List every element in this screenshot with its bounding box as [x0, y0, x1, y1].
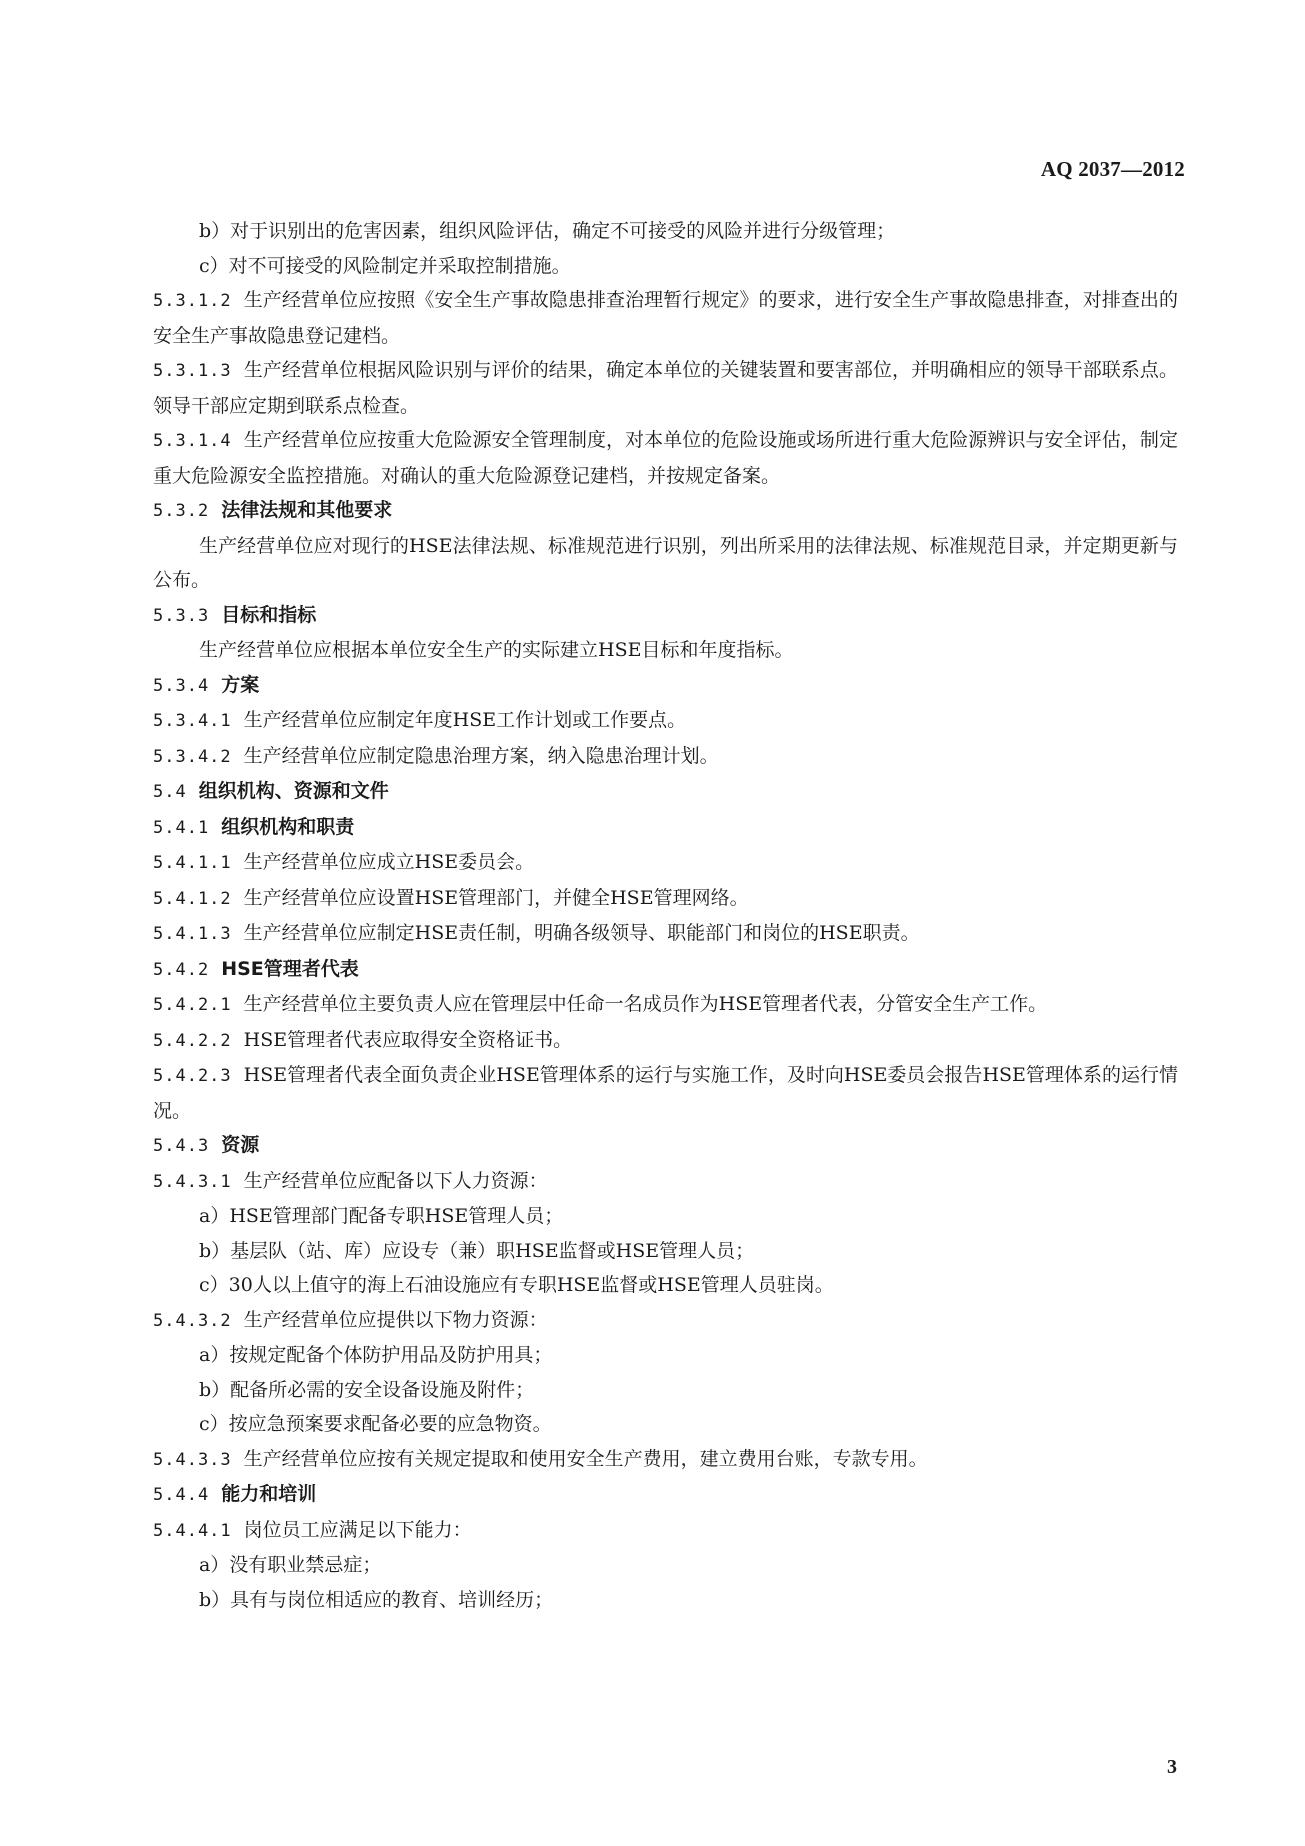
- clause: [153, 1058, 1178, 1128]
- clause-text: 生产经营单位根据风险识别与评价的结果，确定本单位的关键装置和要害部位，并明确相应的领导干部联系点。领导干部应定期到联系点检查。: [153, 359, 1178, 417]
- list-item: [153, 249, 1178, 284]
- list-item: [153, 1583, 1178, 1618]
- list-item: [153, 1373, 1178, 1408]
- clause-number: 5.3.1.4: [153, 431, 232, 451]
- clause: [153, 283, 1178, 353]
- clause-number: 5.4.2.3: [153, 1066, 232, 1086]
- section-number: 5.4: [153, 782, 187, 802]
- clause-text: HSE管理者代表应取得安全资格证书。: [243, 1028, 573, 1051]
- list-item-text: a）按规定配备个体防护用品及防护用具；: [199, 1344, 553, 1366]
- clause-text: HSE管理者代表全面负责企业HSE管理体系的运行与实施工作，及时向HSE委员会报告HSE管理体系的运行情况。: [153, 1064, 1178, 1122]
- clause: [153, 987, 1178, 1023]
- list-item-text: c）30人以上值守的海上石油设施应有专职HSE监督或HSE管理人员驻岗。: [199, 1274, 834, 1296]
- clause-number: 5.4.3.2: [153, 1310, 232, 1331]
- clause: [153, 1442, 1178, 1478]
- section-number: 5.4.4: [153, 1485, 210, 1505]
- clause: [153, 845, 1178, 881]
- section-heading: [153, 1477, 1178, 1513]
- list-item: [153, 1548, 1178, 1583]
- section-title: 能力和培训: [221, 1483, 317, 1505]
- clause-number: 5.3.1.2: [153, 291, 232, 311]
- clause-number: 5.4.2.1: [153, 995, 232, 1015]
- clause: [153, 739, 1178, 775]
- clause-number: 5.4.1.1: [153, 853, 232, 873]
- paragraph-text: 生产经营单位应对现行的HSE法律法规、标准规范进行识别，列出所采用的法律法规、标准规范目录，并定期更新与公布。: [153, 534, 1178, 591]
- clause-text: 生产经营单位应制定隐患治理方案，纳入隐患治理计划。: [243, 744, 719, 767]
- section-number: 5.3.4: [153, 675, 210, 696]
- clause-number: 5.3.4.1: [153, 711, 232, 731]
- section-number: 5.4.1: [153, 817, 210, 838]
- section-heading: [153, 1128, 1178, 1164]
- section-title: HSE管理者代表: [221, 957, 359, 980]
- clause: [153, 423, 1178, 493]
- page-number: 3: [1167, 1756, 1177, 1778]
- clause: [153, 916, 1178, 952]
- section-title: 组织机构、资源和文件: [198, 780, 389, 802]
- clause-text: 生产经营单位主要负责人应在管理层中任命一名成员作为HSE管理者代表，分管安全生产工作。: [243, 993, 1048, 1015]
- section-heading: [153, 774, 1178, 810]
- list-item-text: a）HSE管理部门配备专职HSE管理人员；: [199, 1205, 564, 1227]
- document-body: [153, 214, 1178, 1617]
- section-heading: [153, 598, 1178, 634]
- section-title: 方案: [221, 673, 260, 696]
- clause: [153, 703, 1178, 739]
- section-heading: [153, 493, 1178, 529]
- list-item-text: b）配备所必需的安全设备设施及附件；: [199, 1378, 535, 1401]
- clause: [153, 353, 1178, 423]
- clause: [153, 1023, 1178, 1059]
- list-item-text: b）对于识别出的危害因素，组织风险评估，确定不可接受的风险并进行分级管理；: [199, 220, 896, 242]
- section-title: 资源: [221, 1134, 260, 1156]
- section-number: 5.4.3: [153, 1136, 210, 1156]
- clause: [153, 881, 1178, 917]
- section-number: 5.3.3: [153, 605, 210, 626]
- paragraph-text: 生产经营单位应根据本单位安全生产的实际建立HSE目标和年度指标。: [199, 639, 794, 661]
- list-item: [153, 1407, 1178, 1442]
- clause-text: 岗位员工应满足以下能力：: [243, 1518, 472, 1541]
- section-title: 组织机构和职责: [221, 815, 355, 838]
- clause-number: 5.4.3.3: [153, 1449, 232, 1470]
- section-heading: [153, 668, 1178, 704]
- list-item: [153, 1199, 1178, 1234]
- section-title: 法律法规和其他要求: [221, 499, 393, 521]
- clause-text: 生产经营单位应制定年度HSE工作计划或工作要点。: [243, 709, 687, 731]
- list-item-text: c）按应急预案要求配备必要的应急物资。: [199, 1413, 552, 1435]
- clause-text: 生产经营单位应按重大危险源安全管理制度，对本单位的危险设施或场所进行重大危险源辨识与安全评估，制定重大危险源安全监控措施。对确认的重大危险源登记建档，并按规定备案。: [153, 429, 1178, 487]
- clause-text: 生产经营单位应提供以下物力资源：: [243, 1308, 548, 1331]
- list-item-text: a）没有职业禁忌症；: [199, 1554, 382, 1576]
- list-item: [153, 1268, 1178, 1303]
- clause-text: 生产经营单位应按照《安全生产事故隐患排查治理暂行规定》的要求，进行安全生产事故隐患排查，对排查出的安全生产事故隐患登记建档。: [153, 289, 1178, 347]
- list-item-text: c）对不可接受的风险制定并采取控制措施。: [199, 254, 571, 277]
- clause-text: 生产经营单位应按有关规定提取和使用安全生产费用，建立费用台账，专款专用。: [243, 1447, 928, 1470]
- standard-code: AQ 2037—2012: [1040, 157, 1185, 181]
- clause-text: 生产经营单位应配备以下人力资源：: [243, 1169, 548, 1192]
- section-heading: [153, 810, 1178, 846]
- clause-text: 生产经营单位应成立HSE委员会。: [243, 851, 535, 873]
- clause-number: 5.4.2.2: [153, 1030, 232, 1051]
- section-title: 目标和指标: [221, 603, 317, 626]
- section-heading: [153, 952, 1178, 988]
- section-number: 5.4.2: [153, 959, 210, 980]
- clause: [153, 1303, 1178, 1339]
- clause-text: 生产经营单位应设置HSE管理部门，并健全HSE管理网络。: [243, 886, 749, 909]
- clause-number: 5.4.1.3: [153, 924, 232, 944]
- list-item: [153, 1338, 1178, 1373]
- clause-number: 5.4.3.1: [153, 1171, 232, 1192]
- clause: [153, 1513, 1178, 1549]
- paragraph: [153, 529, 1178, 598]
- section-number: 5.3.2: [153, 501, 210, 521]
- clause: [153, 1164, 1178, 1200]
- list-item: [153, 214, 1178, 249]
- list-item: [153, 1234, 1178, 1269]
- clause-text: 生产经营单位应制定HSE责任制，明确各级领导、职能部门和岗位的HSE职责。: [243, 922, 920, 944]
- clause-number: 5.4.4.1: [153, 1520, 232, 1541]
- list-item-text: b）基层队（站、库）应设专（兼）职HSE监督或HSE管理人员；: [199, 1239, 755, 1262]
- paragraph: [153, 633, 1178, 668]
- clause-number: 5.3.1.3: [153, 361, 232, 381]
- clause-number: 5.3.4.2: [153, 746, 232, 767]
- clause-number: 5.4.1.2: [153, 888, 232, 909]
- list-item-text: b）具有与岗位相适应的教育、培训经历；: [199, 1588, 554, 1611]
